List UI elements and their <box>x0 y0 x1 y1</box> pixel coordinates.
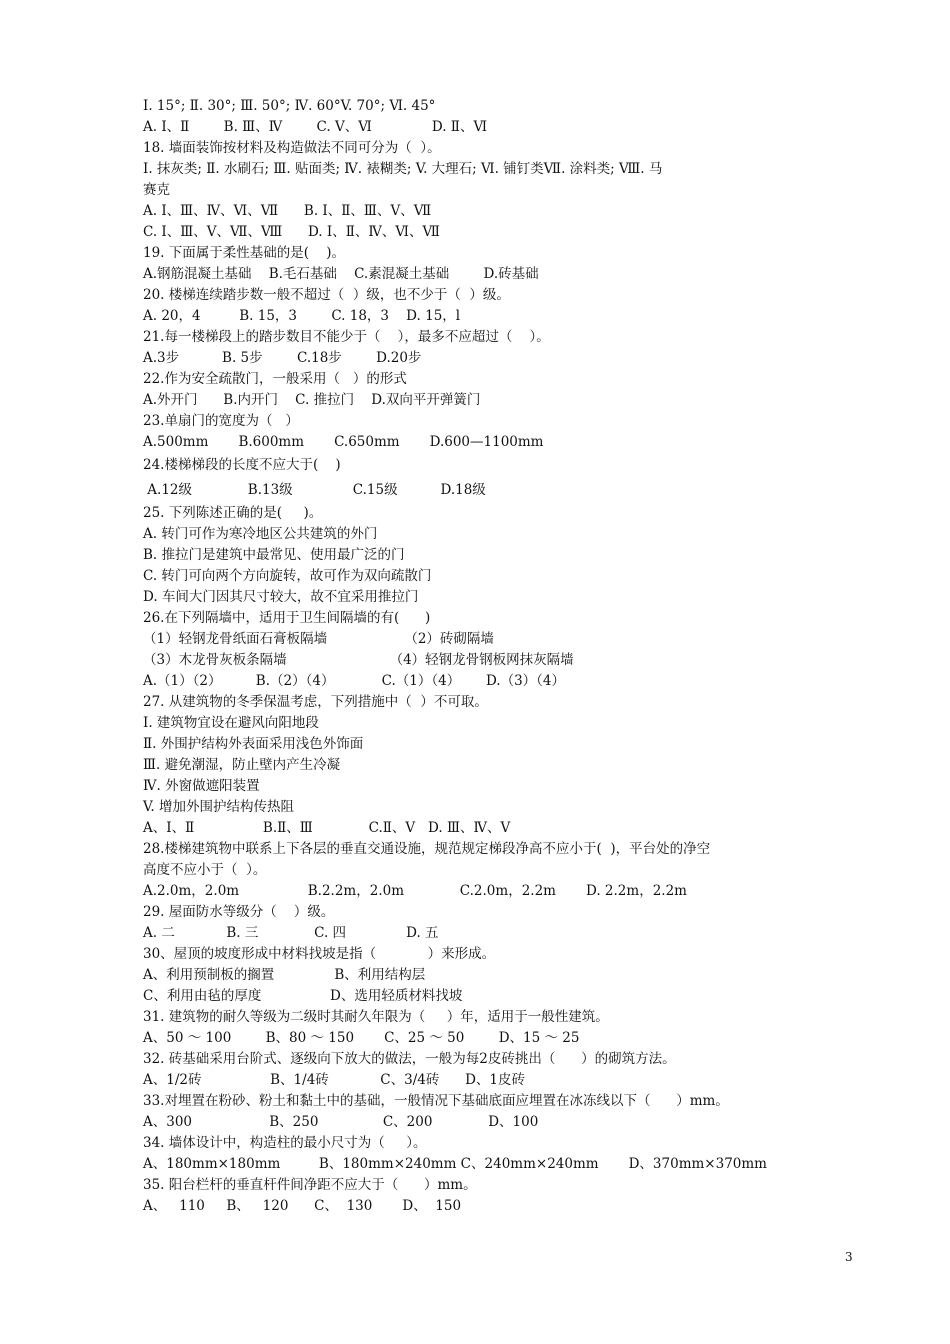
text-line: I. 15°; Ⅱ. 30°; Ⅲ. 50°; Ⅳ. 60°V. 70°; Ⅵ. 45° <box>143 98 436 114</box>
text-line: A. 转门可作为寒冷地区公共建筑的外门 <box>143 526 378 542</box>
text-line: A.外开门 B.内开门 C. 推拉门 D.双向平开弹簧门 <box>143 392 481 408</box>
text-line: 赛克 <box>143 182 170 198</box>
text-line: A、 110 B、 120 C、 130 D、 150 <box>143 1198 462 1214</box>
text-line: A.12级 B.13级 C.15级 D.18级 <box>143 482 486 498</box>
text-line: 32. 砖基础采用台阶式、逐级向下放大的做法，一般为每2皮砖挑出（ ）的砌筑方法。 <box>143 1051 676 1067</box>
text-line: 33.对埋置在粉砂、粉土和黏土中的基础，一般情况下基础底面应埋置在冰冻线以下（ ）mm。 <box>143 1093 729 1109</box>
text-line: A.3步 B. 5步 C.18步 D.20步 <box>143 350 422 366</box>
text-line: A、300 B、250 C、200 D、100 <box>143 1114 539 1130</box>
text-line: A. I、Ⅲ、Ⅳ、Ⅵ、Ⅶ B. I、Ⅱ、Ⅲ、Ⅴ、Ⅶ <box>143 203 432 219</box>
text-line: C. 转门可向两个方向旋转，故可作为双向疏散门 <box>143 568 432 584</box>
text-line: 29. 屋面防水等级分（ ）级。 <box>143 904 335 920</box>
text-line: （1）轻钢龙骨纸面石膏板隔墙 （2）砖砌隔墙 <box>143 631 494 647</box>
text-line: B. 推拉门是建筑中最常见、使用最广泛的门 <box>143 547 405 563</box>
page-number: 3 <box>845 1250 853 1264</box>
text-line: I. 抹灰类; Ⅱ. 水刷石; Ⅲ. 贴面类; Ⅳ. 裱糊类; V. 大理石; Ⅵ. 铺钉类Ⅶ. 涂料类; Ⅷ. 马 <box>143 161 663 177</box>
text-line: A.（1）（2） B.（2）（4） C.（1）（4） D.（3）（4） <box>143 673 566 689</box>
text-line: V. 增加外围护结构传热阻 <box>143 799 294 815</box>
text-line: A.钢筋混凝土基础 B.毛石基础 C.素混凝土基础 D.砖基础 <box>143 266 539 282</box>
text-line: A、50 ～ 100 B、80 ～ 150 C、25 ～ 50 D、15 ～ 25 <box>143 1030 580 1046</box>
text-line: A. 二 B. 三 C. 四 D. 五 <box>143 925 439 941</box>
text-line: A. I、Ⅱ B. Ⅲ、Ⅳ C. Ⅴ、Ⅵ D. Ⅱ、Ⅵ <box>143 119 488 135</box>
text-line: A、1/2砖 B、1/4砖 C、3/4砖 D、1皮砖 <box>143 1072 525 1088</box>
text-line: Ⅳ. 外窗做遮阳装置 <box>143 778 260 794</box>
text-line: 27. 从建筑物的冬季保温考虑，下列措施中（ ）不可取。 <box>143 694 488 710</box>
text-line: 28.楼梯建筑物中联系上下各层的垂直交通设施，规范规定梯段净高不应小于( )，平台处的净空 <box>143 841 711 857</box>
text-line: 22.作为安全疏散门，一般采用（ ）的形式 <box>143 371 407 387</box>
text-line: A. 20，4 B. 15，3 C. 18，3 D. 15，l <box>143 308 461 324</box>
text-line: 35. 阳台栏杆的垂直杆件间净距不应大于（ ）mm。 <box>143 1177 477 1193</box>
text-line: 18. 墙面装饰按材料及构造做法不同可分为（ ）。 <box>143 140 441 156</box>
text-line: Ⅲ. 避免潮湿，防止壁内产生冷凝 <box>143 757 341 773</box>
text-line: 34. 墙体设计中，构造柱的最小尺寸为（ ）。 <box>143 1135 427 1151</box>
text-line: C、利用由毡的厚度 D、选用轻质材料找坡 <box>143 988 463 1004</box>
text-line: A、180mm×180mm B、180mm×240mm C、240mm×240mm D、370mm×370mm <box>143 1156 767 1172</box>
text-line: A.2.0m，2.0m B.2.2m，2.0m C.2.0m，2.2m D. 2.2m，2.2m <box>143 883 687 899</box>
text-line: （3）木龙骨灰板条隔墙 （4）轻钢龙骨钢板网抹灰隔墙 <box>143 652 574 668</box>
text-line: 26.在下列隔墙中，适用于卫生间隔墙的有( ) <box>143 610 431 626</box>
text-line: 31. 建筑物的耐久等级为二级时其耐久年限为（ ）年，适用于一般性建筑。 <box>143 1009 609 1025</box>
text-line: 19. 下面属于柔性基础的是( )。 <box>143 245 345 261</box>
text-line: 23.单扇门的宽度为（ ） <box>143 413 299 429</box>
text-line: D. 车间大门因其尺寸较大，故不宜采用推拉门 <box>143 589 419 605</box>
text-line: A、利用预制板的搁置 B、利用结构层 <box>143 967 426 983</box>
text-line: 20. 楼梯连续踏步数一般不超过（ ）级，也不少于（ ）级。 <box>143 287 510 303</box>
text-line: A.500mm B.600mm C.650mm D.600—1100mm <box>143 434 544 450</box>
text-line: 25. 下列陈述正确的是( )。 <box>143 505 323 521</box>
text-line: 30、屋顶的坡度形成中材料找坡是指（ ）来形成。 <box>143 946 496 962</box>
text-line: 高度不应小于（ ）。 <box>143 862 267 878</box>
text-line: 21.每一楼梯段上的踏步数目不能少于（ ），最多不应超过（ ）。 <box>143 329 550 345</box>
text-line: I. 建筑物宜设在避风向阳地段 <box>143 715 319 731</box>
question-text-block <box>143 96 863 1217</box>
text-line: 24.楼梯梯段的长度不应大于( ) <box>143 457 341 473</box>
text-line: Ⅱ. 外围护结构外表面采用浅色外饰面 <box>143 736 364 752</box>
text-line: C. I、Ⅲ、Ⅴ、Ⅶ、Ⅷ D. I、Ⅱ、Ⅳ、Ⅵ、Ⅶ <box>143 224 440 240</box>
text-line: A、I、Ⅱ B.Ⅱ、Ⅲ C.Ⅱ、V D. Ⅲ、Ⅳ、V <box>143 820 511 836</box>
